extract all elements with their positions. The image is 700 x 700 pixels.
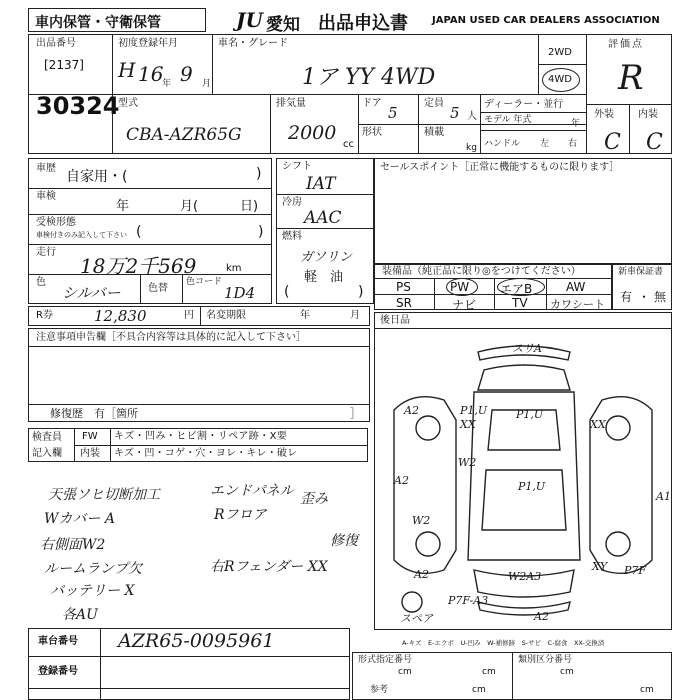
cm-1: cm	[398, 667, 412, 677]
displacement-unit: cc	[343, 139, 354, 150]
lot-sub-number: [2137]	[44, 58, 84, 72]
color-code-label: 色コード	[186, 277, 223, 287]
inspection-year: 年	[116, 199, 130, 214]
inspector-interior: 内装	[80, 448, 100, 459]
equipment-label: 装備品（純正品に限り◎をつけてください）	[382, 266, 581, 277]
brand-name: 愛知	[266, 15, 300, 35]
equip-tv: TV	[512, 296, 528, 310]
note-line-11: 各AU	[62, 607, 98, 623]
load-label: 積載	[424, 127, 444, 138]
name-change-month: 月	[350, 310, 360, 321]
diagram-note: A2	[534, 610, 549, 623]
diagram-note: P1,U	[460, 404, 488, 417]
dealer-label: ディーラー・並行	[484, 99, 564, 110]
drive-4wd: 4WD	[548, 74, 572, 85]
shift-value: IAT	[306, 174, 336, 194]
inspector-label-1: 検査員	[32, 432, 62, 443]
exterior-value: C	[604, 130, 621, 155]
repair-close: ］	[350, 407, 361, 420]
handle-left: 左	[540, 139, 550, 149]
ref-label: 参考	[370, 685, 389, 695]
inspector-label-2: 記入欄	[32, 448, 62, 459]
inspector-interior-items: キズ・凹・コゲ・穴・ヨレ・キレ・破レ	[114, 448, 298, 459]
diagram-note: W2A3	[508, 570, 542, 583]
form-cert-label: 形式指定番号	[358, 655, 413, 665]
repair-history: 修復歴 有［箇所	[50, 407, 138, 420]
shape-label: 形状	[362, 127, 382, 138]
receive-paren-close: )	[258, 224, 264, 240]
name-change-year: 年	[300, 310, 310, 321]
equip-pw: PW	[450, 280, 470, 294]
note-line-2: エンドパネル	[210, 483, 294, 499]
recycle-unit: 円	[184, 310, 194, 321]
recycle-label: R券	[36, 310, 53, 321]
diagram-note: XX	[590, 418, 606, 431]
diagram-note: W2	[458, 456, 477, 469]
equip-ps: PS	[396, 280, 411, 294]
storage-title: 車内保管・守衛保管	[35, 15, 161, 31]
usage-label: 車歴	[36, 163, 56, 174]
name-change-label: 名変期限	[206, 310, 246, 321]
capacity-label: 定員	[424, 98, 444, 109]
inspector-fw-items: キズ・凹み・ヒビ割・リペア跡・X要	[114, 431, 288, 442]
fuel-paren-close: )	[358, 284, 364, 300]
model-year-suffix: 年	[571, 119, 581, 129]
car-damage-diagram	[374, 330, 672, 630]
warranty-label: 新車保証書	[618, 267, 664, 277]
score-value: R	[618, 58, 644, 98]
score-label: 評価点	[608, 39, 644, 50]
warranty-yes: 有	[620, 290, 633, 304]
first-reg-month: 9	[180, 62, 193, 86]
receive-paren-open: (	[136, 224, 142, 240]
capacity-value: 5	[450, 104, 460, 122]
diagram-note: A1	[656, 490, 671, 503]
mileage-unit: km	[226, 263, 242, 274]
type-value: CBA-AZR65G	[126, 125, 242, 145]
capacity-unit: 人	[467, 111, 477, 122]
diagram-note: P7F-A3	[448, 594, 489, 607]
interior-label: 内装	[638, 109, 658, 120]
doors-label: ドア	[362, 98, 382, 109]
cm-2: cm	[482, 667, 496, 677]
caution-label: 注意事項申告欄［不具合内容等は具体的に記入して下さい］	[36, 332, 306, 343]
color-swap-label: 色替	[148, 283, 168, 294]
diagram-note: P1,U	[516, 408, 544, 421]
recycle-box	[28, 306, 370, 326]
doors-value: 5	[388, 104, 398, 122]
class-label: 類別区分番号	[518, 655, 573, 665]
shift-label: シフト	[282, 161, 312, 172]
equip-navi: ナビ	[452, 298, 477, 312]
first-reg-label: 初度登録年月	[118, 38, 178, 49]
diagram-note: スリA	[512, 342, 542, 355]
association-name: JAPAN USED CAR DEALERS ASSOCIATION	[432, 15, 660, 26]
reg-label: 登録番号	[38, 666, 78, 677]
inspection-label: 車検	[36, 191, 56, 202]
fuel-diesel: 軽 油	[304, 270, 344, 285]
note-line-8: ルームランプ欠	[44, 561, 142, 577]
receive-label: 受検形態	[36, 217, 76, 228]
handle-label: ハンドル	[484, 139, 521, 149]
displacement-value: 2000	[288, 122, 337, 144]
name-grade-value: 1ア YY 4WD	[302, 65, 436, 90]
receive-note: 車検付きのみ記入して下さい	[36, 231, 127, 239]
recycle-value: 12,830	[94, 307, 147, 325]
equip-sr: SR	[396, 296, 412, 310]
lot-number: 30324	[36, 92, 120, 120]
storage-title-box	[28, 8, 206, 32]
diagram-note: A2	[394, 474, 409, 487]
note-line-9: 右Rフェンダー XX	[210, 559, 328, 575]
load-unit: kg	[466, 143, 477, 153]
drive-2wd: 2WD	[548, 47, 572, 58]
diagram-note: スペア	[400, 612, 433, 625]
color-value: シルバー	[62, 284, 121, 302]
brand-logo: JU	[236, 8, 263, 32]
exterior-label: 外装	[594, 109, 614, 120]
inspector-fw: FW	[82, 431, 98, 442]
equip-leather: カワシート	[550, 298, 605, 311]
diagram-legend: A-キズ E-エクボ U-凹み W-補修跡 S-サビ C-腐食 XX-交換済	[402, 639, 605, 647]
form-title: 出品申込書	[318, 13, 408, 34]
chassis-value: AZR65-0095961	[118, 630, 275, 652]
note-line-6: 右側面W2	[40, 537, 106, 553]
note-line-4: Wカバー A	[44, 511, 115, 527]
inspection-month: 月(	[180, 199, 199, 214]
lot-number-label: 出品番号	[36, 38, 76, 49]
equip-aw: AW	[566, 280, 586, 294]
displacement-label: 排気量	[276, 98, 306, 109]
fuel-label: 燃料	[282, 231, 302, 242]
first-reg-year: 16	[138, 62, 164, 86]
rear-seat-label: 後日品	[380, 315, 410, 326]
cooling-label: 冷房	[282, 197, 302, 208]
equip-airbag: エアB	[500, 282, 533, 296]
diagram-note: W2	[412, 514, 431, 527]
model-year-label: モデル 年式	[484, 115, 532, 125]
fuel-paren-open: (	[284, 284, 290, 300]
diagram-note: P7F	[624, 564, 647, 577]
note-line-1: 天張ソヒ切断加工	[48, 487, 160, 503]
color-label: 色	[36, 277, 46, 288]
note-line-5: Rフロア	[214, 507, 267, 523]
diagram-note: P1,U	[518, 480, 546, 493]
type-label: 型式	[118, 98, 138, 109]
note-line-7: 修復	[330, 533, 358, 549]
diagram-note: A2	[404, 404, 419, 417]
mileage-value: 18万2千569	[80, 254, 197, 278]
name-grade-label: 車名・グレード	[218, 38, 288, 49]
year-unit: 年	[162, 79, 172, 89]
warranty-sep: ・	[638, 290, 651, 304]
usage-value: 自家用・(	[66, 169, 128, 185]
note-line-3: 歪み	[300, 491, 328, 507]
cm-4: cm	[472, 685, 486, 695]
mileage-label: 走行	[36, 247, 56, 258]
sales-box	[374, 158, 672, 264]
chassis-label: 車台番号	[38, 636, 78, 647]
inspection-day: 日)	[240, 199, 259, 214]
first-reg-era: H	[118, 58, 136, 82]
usage-close: )	[256, 166, 262, 182]
note-line-10: バッテリー X	[50, 583, 135, 599]
handle-right: 右	[568, 139, 578, 149]
month-unit: 月	[202, 79, 212, 89]
warranty-no: 無	[654, 290, 667, 304]
cm-3: cm	[560, 667, 574, 677]
diagram-note: XX	[460, 418, 476, 431]
sales-label: セールスポイント［正常に機能するものに限ります］	[380, 162, 620, 173]
fuel-gas: ガソリン	[300, 250, 353, 265]
interior-value: C	[646, 130, 663, 155]
cooling-value: AAC	[304, 208, 342, 228]
cm-5: cm	[640, 685, 654, 695]
color-code-value: 1D4	[224, 284, 256, 302]
diagram-note: XY	[592, 560, 608, 573]
diagram-note: A2	[414, 568, 429, 581]
